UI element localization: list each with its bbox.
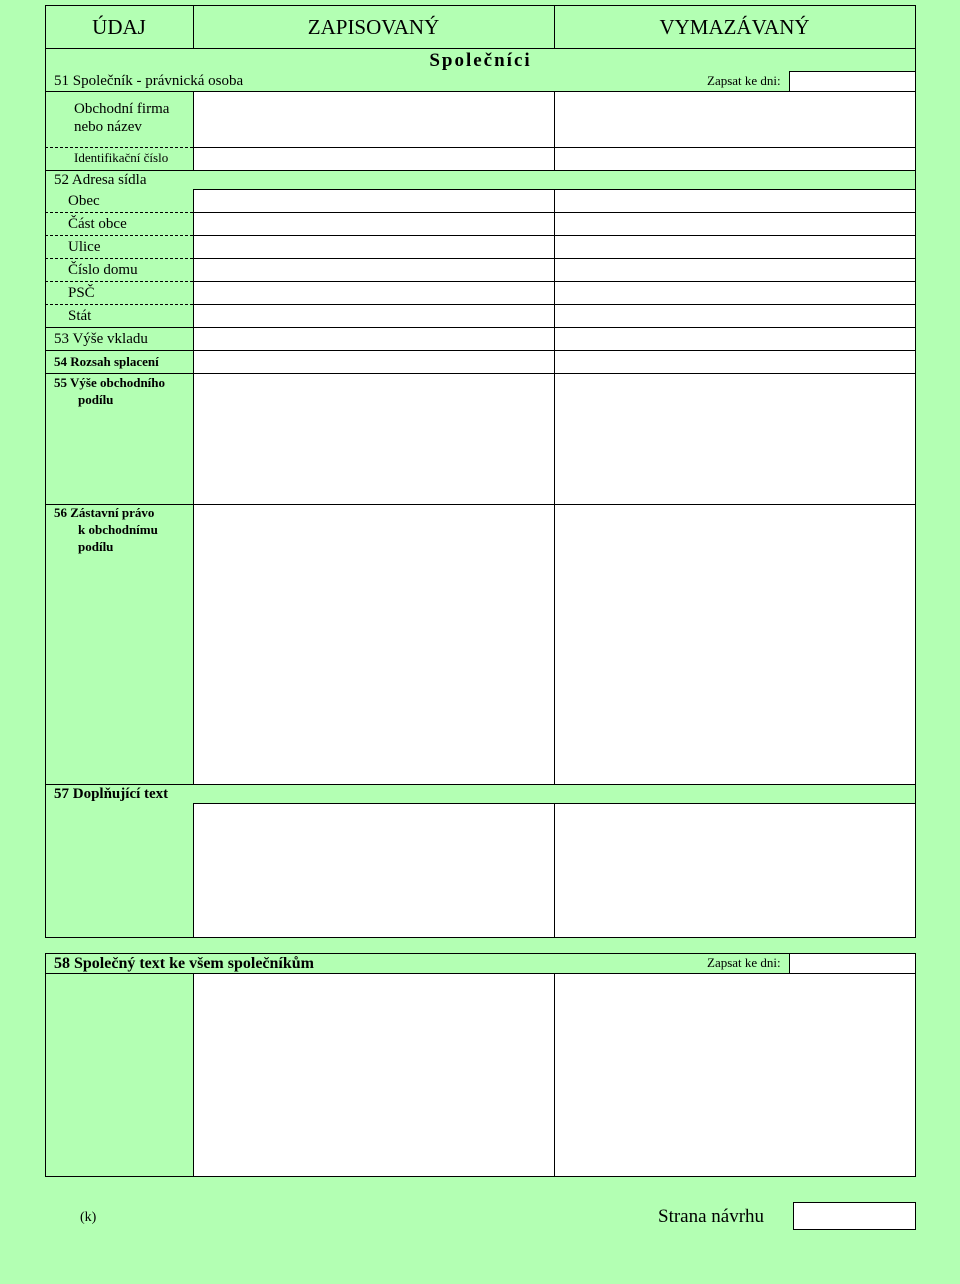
label-53-vyse-vkladu: 53 Výše vkladu [54, 331, 148, 347]
field-obchodni-firma-zapisovany[interactable] [193, 91, 555, 148]
label-identifikacni-cislo: Identifikační číslo [74, 150, 169, 165]
label-ulice: Ulice [68, 239, 101, 255]
header-bottom-line [45, 48, 916, 49]
label-stat: Stát [68, 308, 92, 324]
field-psc-zapisovany[interactable] [193, 281, 555, 305]
label-58-zapsat: Zapsat ke dni: [707, 955, 781, 970]
section-title-spolecnici: Společníci [429, 50, 532, 71]
divider-dashed-obec [45, 212, 193, 213]
footer-strana-navrhu: Strana návrhu [658, 1206, 765, 1227]
row-ico-bottom [45, 170, 916, 171]
divider-dashed-1 [45, 147, 193, 148]
field-58-zapisovany[interactable] [193, 973, 555, 1177]
field-56-vymazavany[interactable] [554, 504, 916, 785]
field-ulice-zapisovany[interactable] [193, 235, 555, 259]
divider-dashed-cast-obce [45, 235, 193, 236]
field-psc-vymazavany[interactable] [554, 281, 916, 305]
label-55-line1: 55 Výše obchodního [54, 375, 166, 390]
field-ico-zapisovany[interactable] [193, 147, 555, 171]
label-56-line3: podílu [78, 539, 114, 554]
header-udaj: ÚDAJ [92, 15, 146, 39]
field-58-vymazavany[interactable] [554, 973, 916, 1177]
field-51-zapsat-ke-dni[interactable] [789, 71, 916, 92]
label-52-adresa-sidla: 52 Adresa sídla [54, 172, 147, 188]
field-cislo-domu-zapisovany[interactable] [193, 258, 555, 282]
label-obchodni-firma: Obchodní firma [74, 101, 170, 117]
field-cast-obce-zapisovany[interactable] [193, 212, 555, 236]
label-58-spolecny-text: 58 Společný text ke všem společníkům [54, 955, 314, 972]
label-55-line2: podílu [78, 392, 114, 407]
field-54-vymazavany[interactable] [554, 350, 916, 374]
field-58-zapsat-ke-dni[interactable] [789, 953, 916, 974]
label-obec: Obec [68, 193, 100, 209]
field-stat-vymazavany[interactable] [554, 304, 916, 328]
field-57-vymazavany[interactable] [554, 803, 916, 938]
footer-mark-k: (k) [80, 1210, 97, 1225]
field-ulice-vymazavany[interactable] [554, 235, 916, 259]
field-cislo-domu-vymazavany[interactable] [554, 258, 916, 282]
divider-dashed-ulice [45, 258, 193, 259]
label-cast-obce: Část obce [68, 216, 127, 232]
header-zapisovany: ZAPISOVANÝ [307, 15, 440, 39]
label-57-doplnujici-text: 57 Doplňující text [54, 786, 169, 802]
field-55-vymazavany[interactable] [554, 373, 916, 505]
field-obec-zapisovany[interactable] [193, 189, 555, 213]
label-54-rozsah-splaceni: 54 Rozsah splacení [54, 354, 159, 369]
field-obchodni-firma-vymazavany[interactable] [554, 91, 916, 148]
field-stat-zapisovany[interactable] [193, 304, 555, 328]
header-vymazavany: VYMAZÁVANÝ [659, 15, 810, 39]
field-56-zapisovany[interactable] [193, 504, 555, 785]
label-56-line2: k obchodnímu [78, 522, 158, 537]
divider-dashed-psc [45, 304, 193, 305]
field-53-zapisovany[interactable] [193, 327, 555, 351]
label-56-line1: 56 Zástavní právo [54, 505, 155, 520]
field-57-zapisovany[interactable] [193, 803, 555, 938]
divider-dashed-cislo-domu [45, 281, 193, 282]
label-nebo-nazev: nebo název [74, 119, 142, 135]
field-55-zapisovany[interactable] [193, 373, 555, 505]
row-56-bottom [45, 784, 916, 785]
field-ico-vymazavany[interactable] [554, 147, 916, 171]
field-obec-vymazavany[interactable] [554, 189, 916, 213]
field-54-zapisovany[interactable] [193, 350, 555, 374]
label-51-spolecnik: 51 Společník - právnická osoba [54, 73, 244, 89]
label-psc: PSČ [68, 285, 95, 301]
label-cislo-domu: Číslo domu [68, 262, 138, 278]
label-51-zapsat: Zapsat ke dni: [707, 73, 781, 88]
field-53-vymazavany[interactable] [554, 327, 916, 351]
field-cast-obce-vymazavany[interactable] [554, 212, 916, 236]
field-strana-navrhu[interactable] [793, 1202, 916, 1230]
